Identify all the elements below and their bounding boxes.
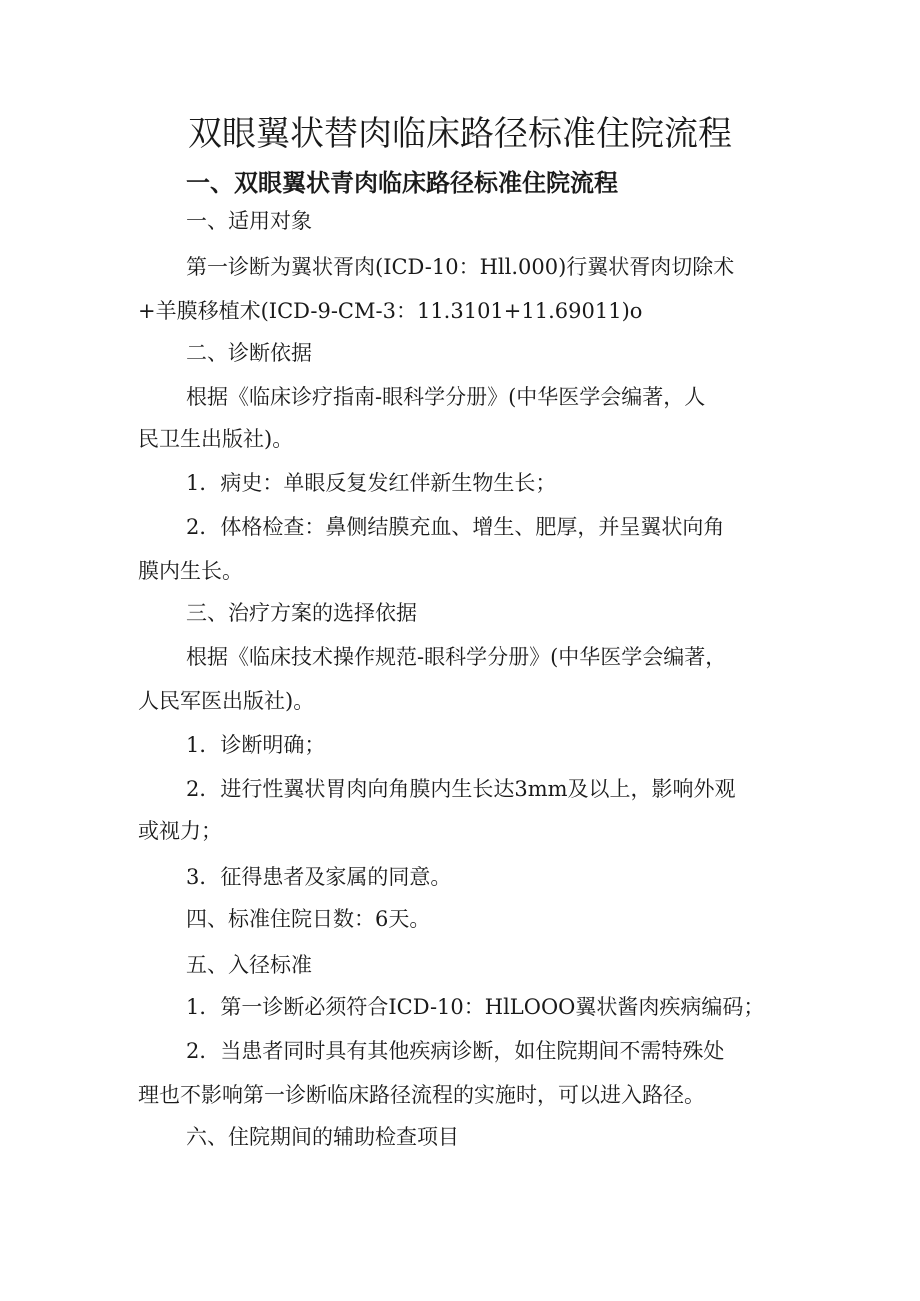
list-item: 1．病史：单眼反复发红伴新生物生长； [186,471,557,495]
list-item: 2．进行性翼状胃肉向角膜内生长达3mm及以上，影响外观 [186,777,736,801]
section-heading-hospital-days: 四、标准住院日数：6天。 [186,907,431,931]
paragraph-line: 根据《临床技术操作规范-眼科学分册》(中华医学会编著， [186,645,727,669]
paragraph-line: 膜内生长。 [138,559,243,583]
paragraph-line: 第一诊断为翼状胥肉(ICD-10：Hll.000)行翼状胥肉切除术 [186,255,735,279]
list-item: 2．当患者同时具有其他疾病诊断，如住院期间不需特殊处 [186,1039,725,1063]
list-item: 3．征得患者及家属的同意。 [186,865,452,889]
document-subtitle: 一、双眼翼状青肉临床路径标准住院流程 [186,169,618,197]
document-title: 双眼翼状替肉临床路径标准住院流程 [188,114,732,154]
list-item: 2．体格检查：鼻侧结膜充血、增生、肥厚，并呈翼状向角 [186,515,725,539]
list-item: 1．第一诊断必须符合ICD-10：HlLOOO翼状酱肉疾病编码； [186,995,765,1019]
section-heading-diagnosis: 二、诊断依据 [186,341,312,365]
list-item: 1．诊断明确； [186,733,326,757]
paragraph-line: 理也不影响第一诊断临床路径流程的实施时，可以进入路径。 [138,1083,705,1107]
section-heading-admission: 五、入径标准 [186,953,312,977]
paragraph-line: 人民军医出版社)。 [138,689,315,713]
paragraph-line: +羊膜移植术(ICD-9-CM-3：11.3101+11.69011)o [138,299,643,323]
paragraph-line: 或视力； [138,819,222,843]
section-heading-treatment: 三、治疗方案的选择依据 [186,601,417,625]
paragraph-line: 根据《临床诊疗指南-眼科学分册》(中华医学会编著，人 [186,385,706,409]
section-heading-exams: 六、住院期间的辅助检查项目 [186,1125,459,1149]
section-heading-scope: 一、适用对象 [186,209,312,233]
paragraph-line: 民卫生出版社)。 [138,427,294,451]
